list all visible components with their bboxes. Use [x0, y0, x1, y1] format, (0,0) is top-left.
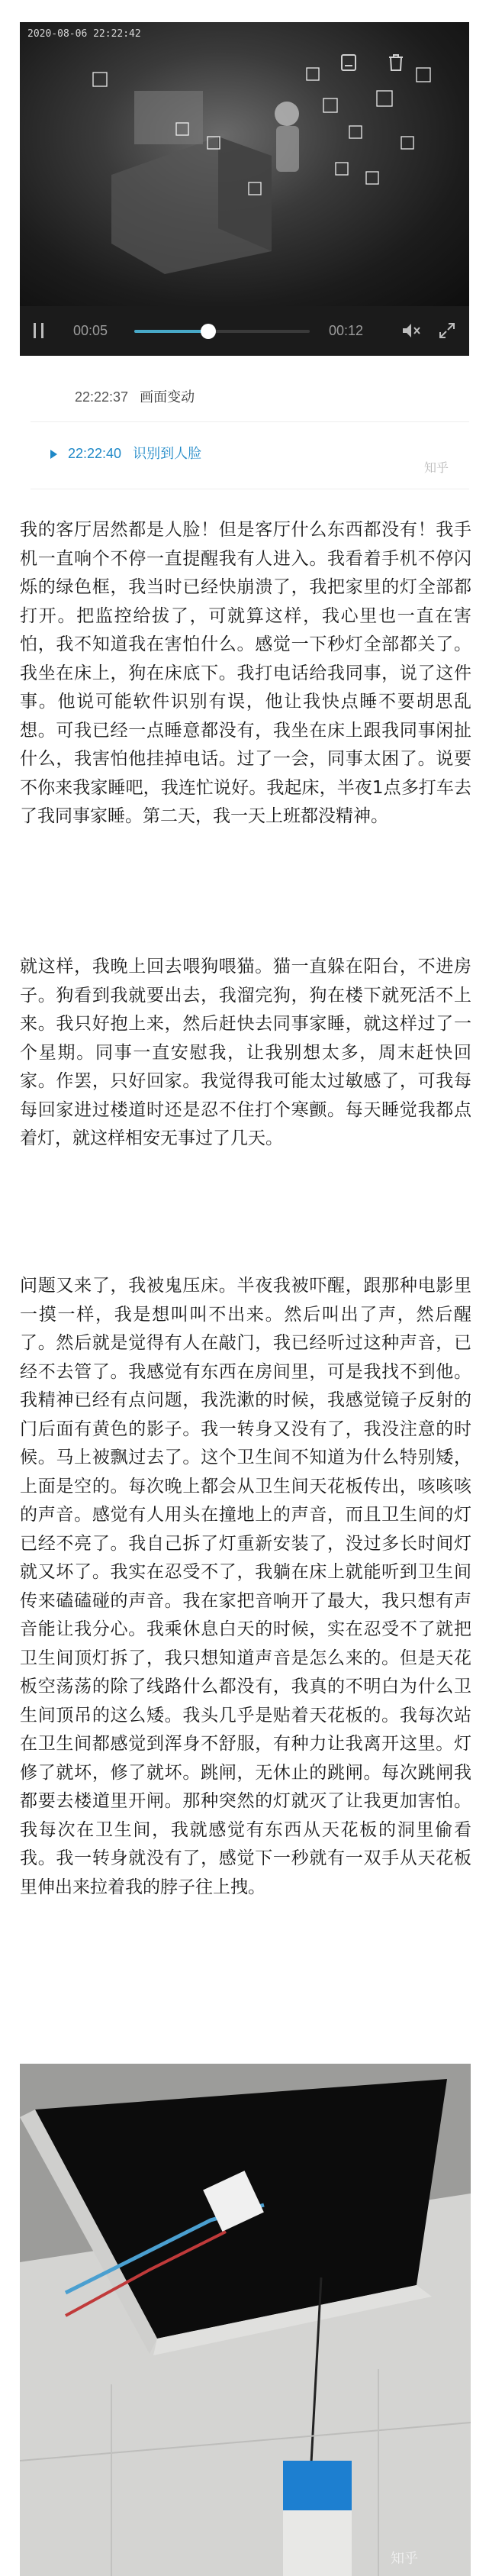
- paragraph: 就这样，我晚上回去喂狗喂猫。猫一直躲在阳台，不进房子。狗看到我就要出去，我溜完狗，狗在楼下就死活不上来。我只好抱上来，然后赶快去同事家睡，就这样过了一个星期。同事一直安慰我，让我别想太多，周末赶快回家。作罢，只好回家。我觉得我可能太过敏感了，可我每每回家进过楼道时还是忍不住打个寒颤。每天睡觉我都点着灯，就这样相安无事过了几天。: [20, 957, 471, 1148]
- delete-icon[interactable]: [388, 53, 404, 73]
- pip-icon[interactable]: [340, 53, 357, 73]
- video-controls: [20, 306, 469, 356]
- mute-icon[interactable]: [401, 321, 421, 340]
- event-label: 画面变动: [140, 389, 195, 405]
- divider: [31, 421, 469, 422]
- duration: 00:12: [329, 323, 364, 338]
- video-player[interactable]: [20, 22, 469, 356]
- watermark: 知乎: [391, 2551, 418, 2566]
- play-marker-icon: [50, 450, 57, 459]
- event-item[interactable]: [75, 386, 195, 406]
- event-label: 识别到人脸: [133, 446, 202, 461]
- paragraph: 问题又来了，我被鬼压床。半夜我被吓醒，跟那种电影里一摸一样，我是想叫叫不出来。然后叫出了声，然后醒了。然后就是觉得有人在敲门，我已经听过这种声音，已经不去管了。我感觉有东西在房间里，可是我找不到他。我精神已经有点问题，我洗漱的时候，我感觉镜子反射的门后面有黄色的影子。我一转身又没有了，我没注意的时候。马上被飘过去了。这个卫生间不知道为什么特别矮，上面是空的。每次晚上都会从卫生间天花板传出，咳咳咳的声音。感觉有人用头在撞地上的声音，而且卫生间的灯已经不亮了。我自己拆了灯重新安装了，没过多长时间灯就又坏了。我实在忍受不了，我躺在床上就能听到卫生间传来磕磕碰的声音。我在家把音响开了最大，我只想有声音能让我分心。我乘休息白天的时候，实在忍受不了就把卫生间顶灯拆了，我只想知道声音是怎么来的。但是天花板空荡荡的除了线路什么都没有，我真的不明白为什么卫生间顶吊的这么矮。我头几乎是贴着天花板的。我每次站在卫生间都感觉到浑身不舒服，有种力让我离开这里。灯修了就坏，修了就坏。跳闸，无休止的跳闸。每次跳闸我都要去楼道里开闸。那种突然的灯就灭了让我更加害怕。我每次在卫生间，我就感觉有东西从天花板的洞里偷看我。我一转身就没有了，感觉下一秒就有一双手从天花板里伸出来拉着我的脖子往上拽。: [20, 1276, 471, 1897]
- fullscreen-icon[interactable]: [438, 321, 456, 340]
- event-time: 22:22:40: [68, 446, 122, 461]
- watermark: 知乎: [424, 462, 449, 475]
- ceiling-photo: [20, 2064, 471, 2576]
- paragraph: 我的客厅居然都是人脸！但是客厅什么东西都没有！我手机一直响个不停一直提醒我有人进入。我看着手机不停闪烁的绿色框，我当时已经快崩溃了，我把家里的灯全部都打开。把监控给拔了，可就算这样，我心里也一直在害怕，我不知道我在害怕什么。感觉一下秒灯全部都关了。我坐在床上，狗在床底下。我打电话给我同事，说了这件事。他说可能软件识别有误，他让我快点睡不要胡思乱想。可我已经一点睡意都没有，我坐在床上跟我同事闲扯什么，我害怕他挂掉电话。过了一会，同事太困了。说要不你来我家睡吧，我连忙说好。我起床，半夜1点多打车去了我同事家睡。第二天，我一天上班都没精神。: [20, 520, 471, 826]
- video-timestamp: 2020-08-06 22:22:42: [27, 28, 141, 40]
- progress-fill: [134, 330, 208, 333]
- progress-knob[interactable]: [201, 324, 216, 339]
- progress-bar[interactable]: [134, 330, 310, 333]
- event-item-active[interactable]: [50, 443, 201, 463]
- current-time: 00:05: [73, 323, 108, 338]
- pause-icon[interactable]: [32, 321, 46, 340]
- event-time: 22:22:37: [75, 389, 129, 405]
